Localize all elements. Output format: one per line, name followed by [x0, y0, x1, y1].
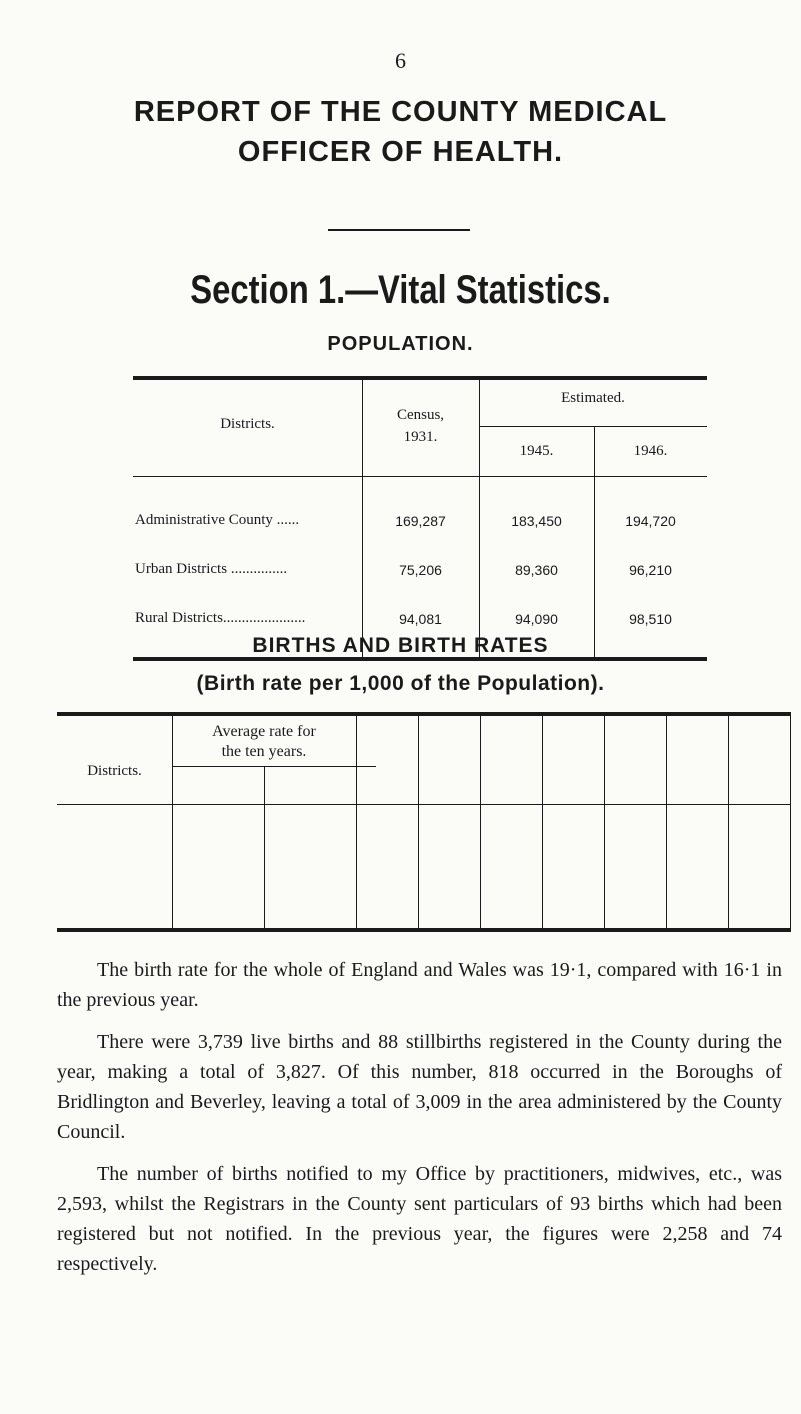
page-number: 6 — [395, 48, 406, 73]
header-average: Average rate for the ten years. — [212, 723, 316, 760]
section-title: Section 1.—Vital Statistics. — [190, 268, 611, 312]
paragraph: The number of births notified to my Office by practitioners, midwives, etc., was 2,593, whilst the Registrars in the County sent particulars of 93 births which had been registered but not notified. In the previous year, the figures were 2,258 and 74 respectively. — [57, 1163, 782, 1275]
births-subtitle: (Birth rate per 1,000 of the Population). — [196, 672, 605, 695]
report-title — [0, 92, 801, 172]
header-1946: 1946. — [633, 443, 668, 459]
header-estimated: Estimated. — [561, 390, 625, 406]
header-rule — [479, 426, 707, 427]
paragraph: There were 3,739 live births and 88 stillbirths registered in the County during the year, making a total of 3,827. Of this number, 818 occurred in the Boroughs of Bridlington and Beverley, leaving a total of 3,009 in the area administered by the County Council. — [57, 1031, 782, 1143]
population-heading: POPULATION. — [327, 333, 474, 355]
report-title-line2: OFFICER OF HEALTH. — [237, 136, 564, 168]
header-census: Census, 1931. — [396, 407, 445, 445]
births-title: BIRTHS AND BIRTH RATES — [252, 634, 549, 657]
report-title-line1: REPORT OF THE COUNTY MEDICAL — [133, 96, 668, 128]
title-divider — [328, 229, 470, 231]
table-bottom-rule — [57, 928, 791, 932]
population-table: Districts. Census, 1931. Estimated. 1945. 1946. Administrative County ...... 169,287 183,450 194,720 Urban Districts ............... 75,206 89,360 96,210 Rural Districts...................... 94,081 94,090 98,510 — [133, 376, 707, 662]
births-heading — [0, 627, 801, 703]
table-top-rule — [57, 712, 791, 716]
body-text — [57, 955, 782, 1279]
paragraph: The birth rate for the whole of England and Wales was 19·1, compared with 16·1 in the previous year. — [57, 959, 782, 1011]
header-rule — [133, 476, 707, 477]
header-rule — [57, 804, 791, 805]
table-top-rule — [133, 376, 707, 380]
births-table — [57, 712, 791, 932]
header-districts: Districts. — [87, 763, 142, 779]
header-rule — [172, 766, 376, 767]
header-districts: Districts. — [220, 416, 275, 432]
header-1945: 1945. — [519, 443, 554, 459]
